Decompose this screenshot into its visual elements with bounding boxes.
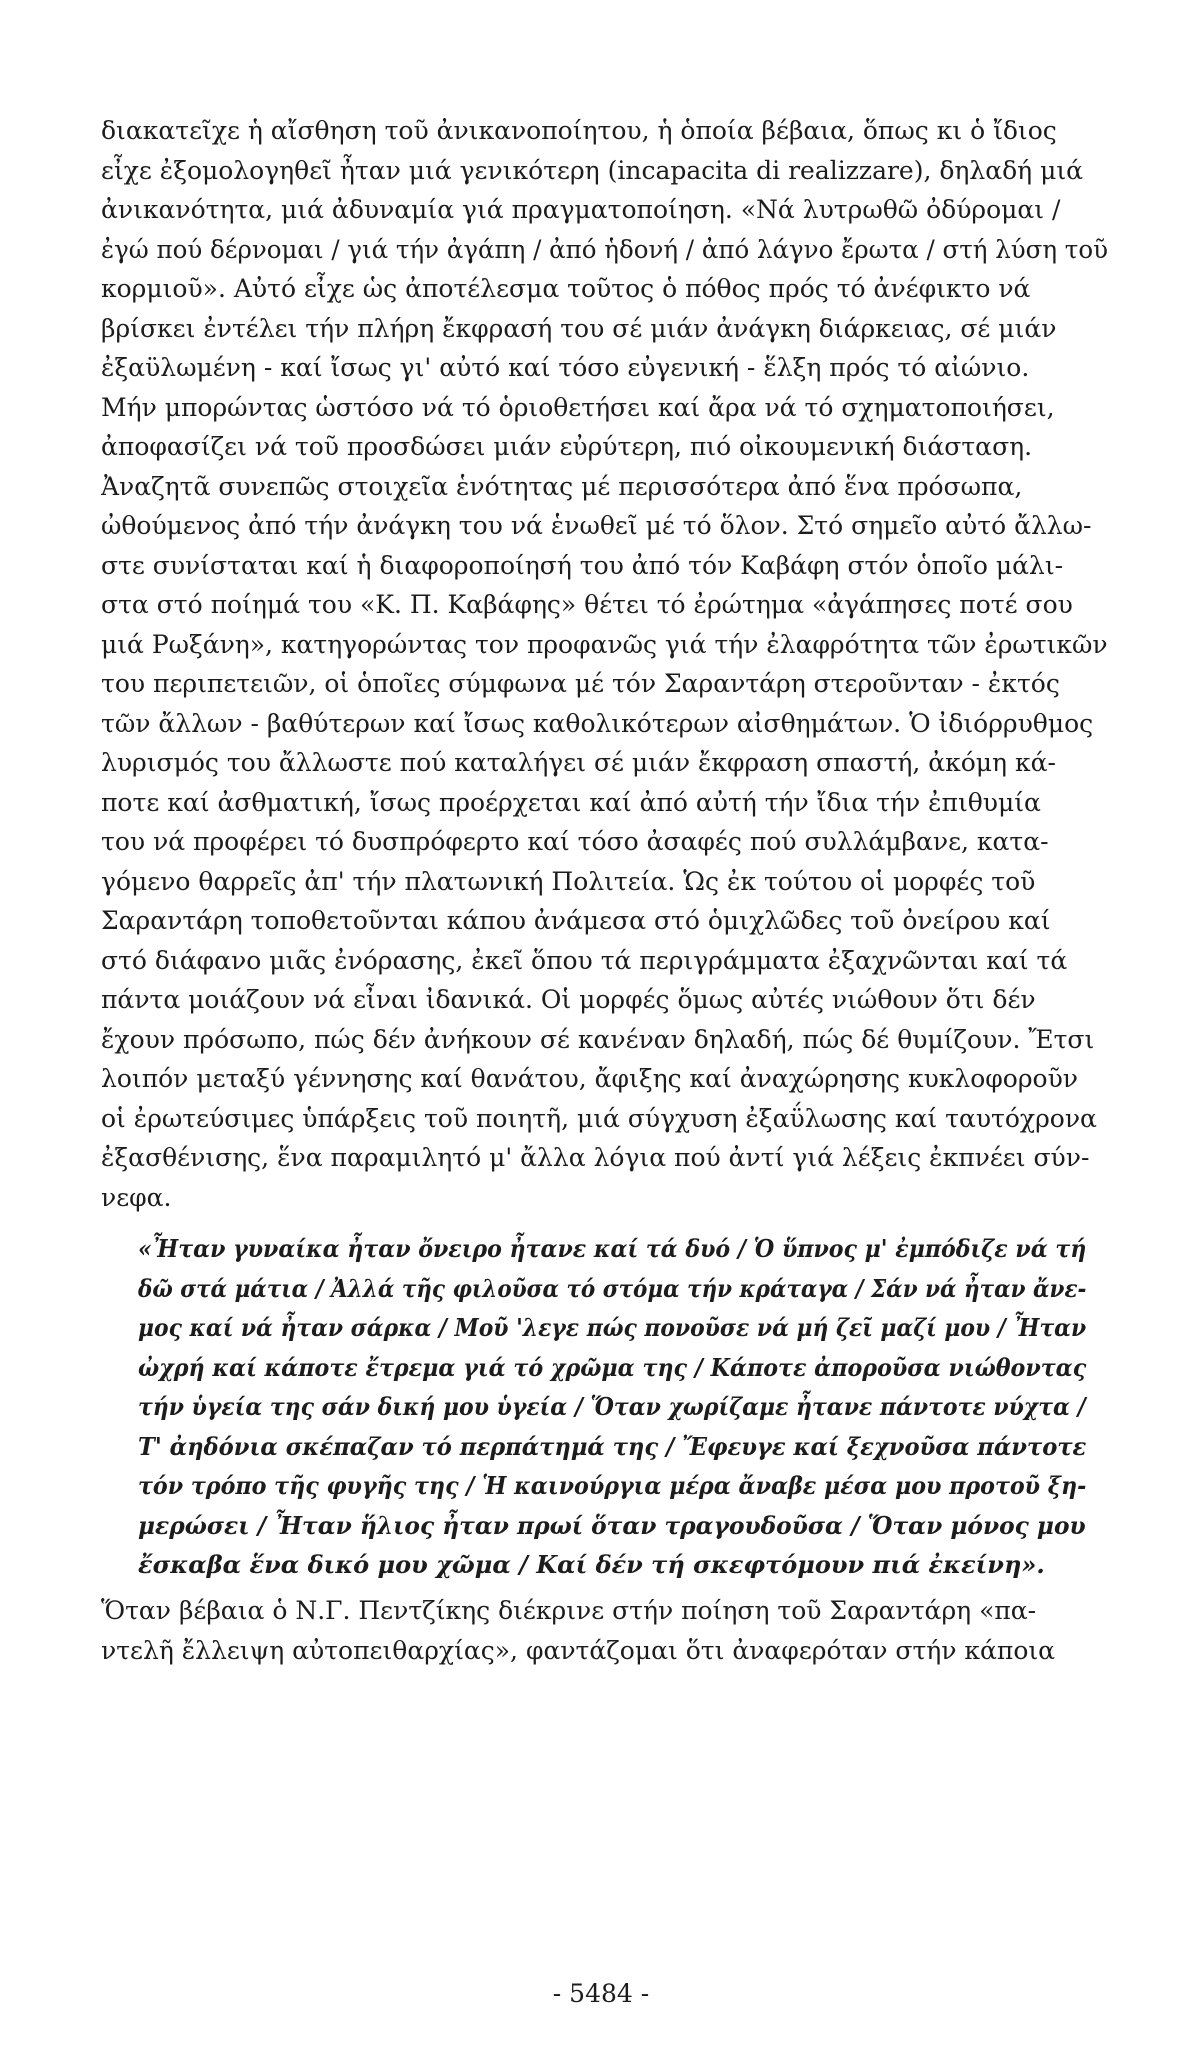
quote-line: μος καί νά ἦταν σάρκα / Μοῦ 'λεγε πώς πονοῦσε νά μή ζεῖ μαζί μου / Ἦταν <box>138 1313 1087 1342</box>
text-line: πάντα μοιάζουν νά εἶναι ἰδανικά. Οἱ μορφές ὅμως αὐτές νιώθουν ὅτι δέν <box>101 985 1036 1014</box>
text-line: γόμενο θαρρεῖς ἀπ' τήν πλατωνική Πολιτεία. Ὡς ἐκ τούτου οἱ μορφές τοῦ <box>101 866 1036 896</box>
page-number: - 5484 - <box>552 1979 650 2008</box>
quote-line: μερώσει / Ἦταν ἥλιος ἦταν πρωί ὅταν τραγουδοῦσα / Ὅταν μόνος μου <box>138 1510 1086 1540</box>
text-line: Ἀναζητᾶ συνεπῶς στοιχεῖα ἑνότητας μέ περισσότερα ἀπό ἕνα πρόσωπα, <box>101 471 1023 501</box>
text-line: Μήν μπορώντας ὡστόσο νά τό ὁριοθετήσει καί ἄρα νά τό σχηματοποιήσει, <box>101 392 1055 422</box>
text-line: τῶν ἄλλων - βαθύτερων καί ἴσως καθολικότερων αἰσθημάτων. Ὁ ἰδιόρρυθμος <box>101 708 1094 738</box>
quote-line: Τ' ἀηδόνια σκέπαζαν τό περπάτημά της / Ἔφευγε καί ξεχνοῦσα πάντοτε <box>138 1431 1087 1461</box>
text-line: ἐξασθένισης, ἕνα παραμιλητό μ' ἄλλα λόγια πού ἀντί γιά λέξεις ἐκπνέει σύν- <box>101 1143 1090 1172</box>
text-line: διακατεῖχε ἡ αἴσθηση τοῦ ἀνικανοποίητου, ἡ ὁποία βέβαια, ὅπως κι ὁ ἴδιος <box>101 116 1057 145</box>
text-line: ἀποφασίζει νά τοῦ προσδώσει μιάν εὐρύτερη, πιό οἰκουμενική διάσταση. <box>101 432 1033 461</box>
text-line: λυρισμός του ἄλλωστε πού καταλήγει σέ μιάν ἔκφραση σπαστή, ἀκόμη κά- <box>101 748 1056 777</box>
text-line: ὠθούμενος ἀπό τήν ἀνάγκη του νά ἑνωθεῖ μέ τό ὅλον. Στό σημεῖο αὐτό ἄλλω- <box>101 511 1092 540</box>
text-line: στό διάφανο μιᾶς ἐνόρασης, ἐκεῖ ὅπου τά περιγράμματα ἐξαχνῶνται καί τά <box>101 945 1068 975</box>
quote-line: τήν ὑγεία της σάν δική μου ὑγεία / Ὅταν χωρίζαμε ἦτανε πάντοτε νύχτα / <box>138 1392 1086 1421</box>
quote-line: τόν τρόπο τῆς φυγῆς της / Ἡ καινούργια μέρα ἄναβε μέσα μου προτοῦ ξη- <box>138 1471 1087 1500</box>
text-line: ἔχουν πρόσωπο, πώς δέν ἀνήκουν σέ κανέναν δηλαδή, πώς δέ θυμίζουν. Ἔτσι <box>101 1024 1095 1054</box>
text-line: στε συνίσταται καί ἡ διαφοροποίησή του ἀπό τόν Καβάφη στόν ὁποῖο μάλι- <box>101 550 1064 580</box>
quote-line: «Ἦταν γυναίκα ἦταν ὄνειρο ἦτανε καί τά δυό / Ὁ ὕπνος μ' ἐμπόδιζε νά τή <box>138 1234 1087 1263</box>
text-line: λοιπόν μεταξύ γέννησης καί θανάτου, ἄφιξης καί ἀναχώρησης κυκλοφοροῦν <box>101 1064 1079 1093</box>
text-line: εἶχε ἐξομολογηθεῖ ἦταν μιά γενικότερη (incapacita di realizzare), δηλαδή μιά <box>101 155 1084 185</box>
text-line: ντελῆ ἔλλειψη αὐτοπειθαρχίας», φαντάζομαι ὅτι ἀναφερόταν στήν κάποια <box>101 1635 1056 1665</box>
text-line: οἱ ἐρωτεύσιμες ὑπάρξεις τοῦ ποιητῆ, μιά σύγχυση ἐξαΰλωσης καί ταυτόχρονα <box>101 1103 1097 1133</box>
quote-line: ὠχρή καί κάποτε ἔτρεμα γιά τό χρῶμα της / Κάποτε ἀποροῦσα νιώθοντας <box>138 1352 1087 1382</box>
quote-line: δῶ στά μάτια / Ἀλλά τῆς φιλοῦσα τό στόμα τήν κράταγα / Σάν νά ἦταν ἄνε- <box>138 1273 1087 1303</box>
text-line: Ὅταν βέβαια ὁ Ν.Γ. Πεντζίκης διέκρινε στήν ποίηση τοῦ Σαραντάρη «πα- <box>101 1596 1037 1625</box>
text-line: ποτε καί ἀσθματική, ἴσως προέρχεται καί ἀπό αὐτή τήν ἴδια τήν ἐπιθυμία <box>101 787 1041 817</box>
quote-line: ἔσκαβα ἕνα δικό μου χῶμα / Καί δέν τή σκεφτόμουν πιά ἐκείνη». <box>138 1550 1045 1579</box>
text-line: ἀνικανότητα, μιά ἀδυναμία γιά πραγματοποίηση. «Νά λυτρωθῶ ὀδύρομαι / <box>101 195 1061 224</box>
text-line: μιά Ρωξάνη», κατηγορώντας τον προφανῶς γιά τήν ἐλαφρότητα τῶν ἐρωτικῶν <box>101 629 1108 659</box>
text-line: βρίσκει ἐντέλει τήν πλήρη ἔκφρασή του σέ μιάν ἀνάγκη διάρκειας, σέ μιάν <box>101 313 1057 343</box>
text-line: ἐγώ πού δέρνομαι / γιά τήν ἀγάπη / ἀπό ἡδονή / ἀπό λάγνο ἔρωτα / στή λύση τοῦ <box>101 234 1108 264</box>
text-line: του νά προφέρει τό δυσπρόφερτο καί τόσο ἀσαφές πού συλλάμβανε, κατα- <box>101 827 1049 856</box>
text-line: ἐξαϋλωμένη - καί ἴσως γι' αὐτό καί τόσο εὐγενική - ἕλξη πρός τό αἰώνιο. <box>101 353 1030 382</box>
text-line: νεφα. <box>101 1182 172 1212</box>
text-line: του περιπετειῶν, οἱ ὁποῖες σύμφωνα μέ τόν Σαραντάρη στεροῦνταν - ἐκτός <box>101 669 1060 698</box>
text-line: στα στό ποίημά του «Κ. Π. Καβάφης» θέτει τό ἐρώτημα «ἀγάπησες ποτέ σου <box>101 590 1073 619</box>
text-line: κορμιοῦ». Αὐτό εἶχε ὡς ἀποτέλεσμα τοῦτος ὁ πόθος πρός τό ἀνέφικτο νά <box>101 274 1031 303</box>
text-line: Σαραντάρη τοποθετοῦνται κάπου ἀνάμεσα στό ὁμιχλῶδες τοῦ ὀνείρου καί <box>101 906 1051 935</box>
